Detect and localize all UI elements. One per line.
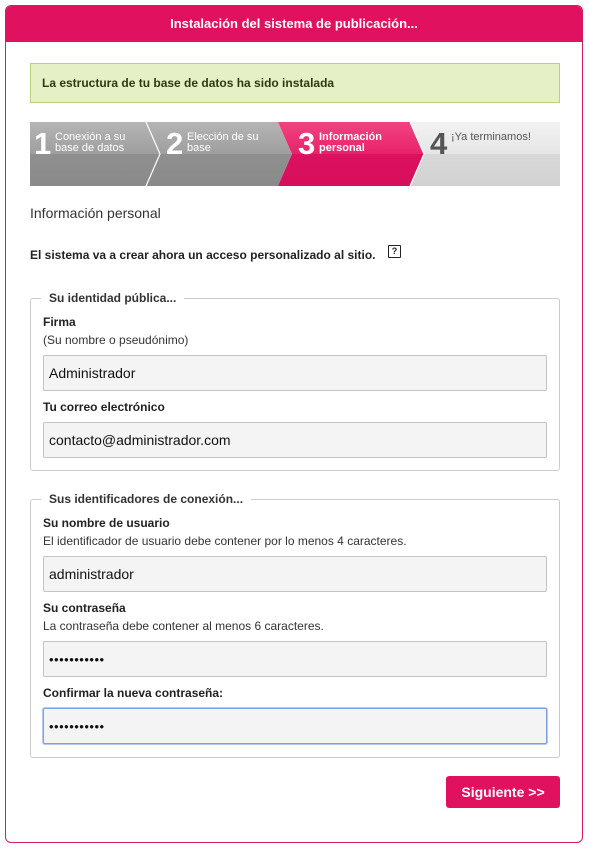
step-1 — [30, 122, 146, 186]
public-identity-legend: Su identidad pública... — [49, 291, 177, 305]
step-2 — [162, 122, 278, 186]
success-notice: La estructura de tu base de datos ha sido instalada — [30, 63, 560, 103]
step-4-label-line1: ¡Ya terminamos! — [451, 131, 531, 143]
email-label: Tu correo electrónico — [43, 400, 165, 414]
step-1-label-line1: Conexión a su — [55, 131, 126, 143]
next-button[interactable]: Siguiente >> — [446, 776, 560, 808]
step-1-label-line2: base de datos — [55, 142, 125, 154]
intro-text: El sistema va a crear ahora un acceso personalizado al sitio. — [30, 248, 376, 262]
name-label: Firma — [43, 315, 76, 329]
username-input[interactable] — [43, 556, 547, 592]
step-4 — [426, 122, 560, 186]
password-label: Su contraseña — [43, 601, 126, 615]
installer-window — [5, 5, 583, 843]
username-label: Su nombre de usuario — [43, 516, 170, 530]
step-3-label-line2: personal — [319, 142, 365, 154]
confirm-password-input[interactable] — [43, 708, 547, 744]
step-2-number: 2 — [166, 126, 184, 161]
step-2-label-line2: base — [187, 142, 211, 154]
steps-progress-bar — [30, 122, 560, 186]
username-hint: El identificador de usuario debe contener por lo menos 4 caracteres. — [43, 534, 407, 548]
step-3-number: 3 — [298, 126, 316, 161]
step-4-number: 4 — [430, 126, 448, 161]
confirm-password-label: Confirmar la nueva contraseña: — [43, 686, 224, 700]
section-title: Información personal — [30, 205, 161, 221]
help-icon[interactable]: ? — [388, 245, 401, 258]
step-2-label-line1: Elección de su — [187, 131, 259, 143]
name-input[interactable] — [43, 355, 547, 391]
password-input[interactable] — [43, 641, 547, 677]
email-input[interactable] — [43, 422, 547, 458]
step-3 — [294, 122, 410, 186]
password-hint: La contraseña debe contener al menos 6 caracteres. — [43, 619, 324, 633]
step-1-number: 1 — [34, 126, 52, 161]
step-3-label-line1: Información — [319, 131, 382, 143]
login-credentials-legend: Sus identificadores de conexión... — [49, 492, 244, 506]
name-hint: (Su nombre o pseudónimo) — [43, 333, 189, 347]
window-title: Instalación del sistema de publicación... — [6, 6, 582, 42]
